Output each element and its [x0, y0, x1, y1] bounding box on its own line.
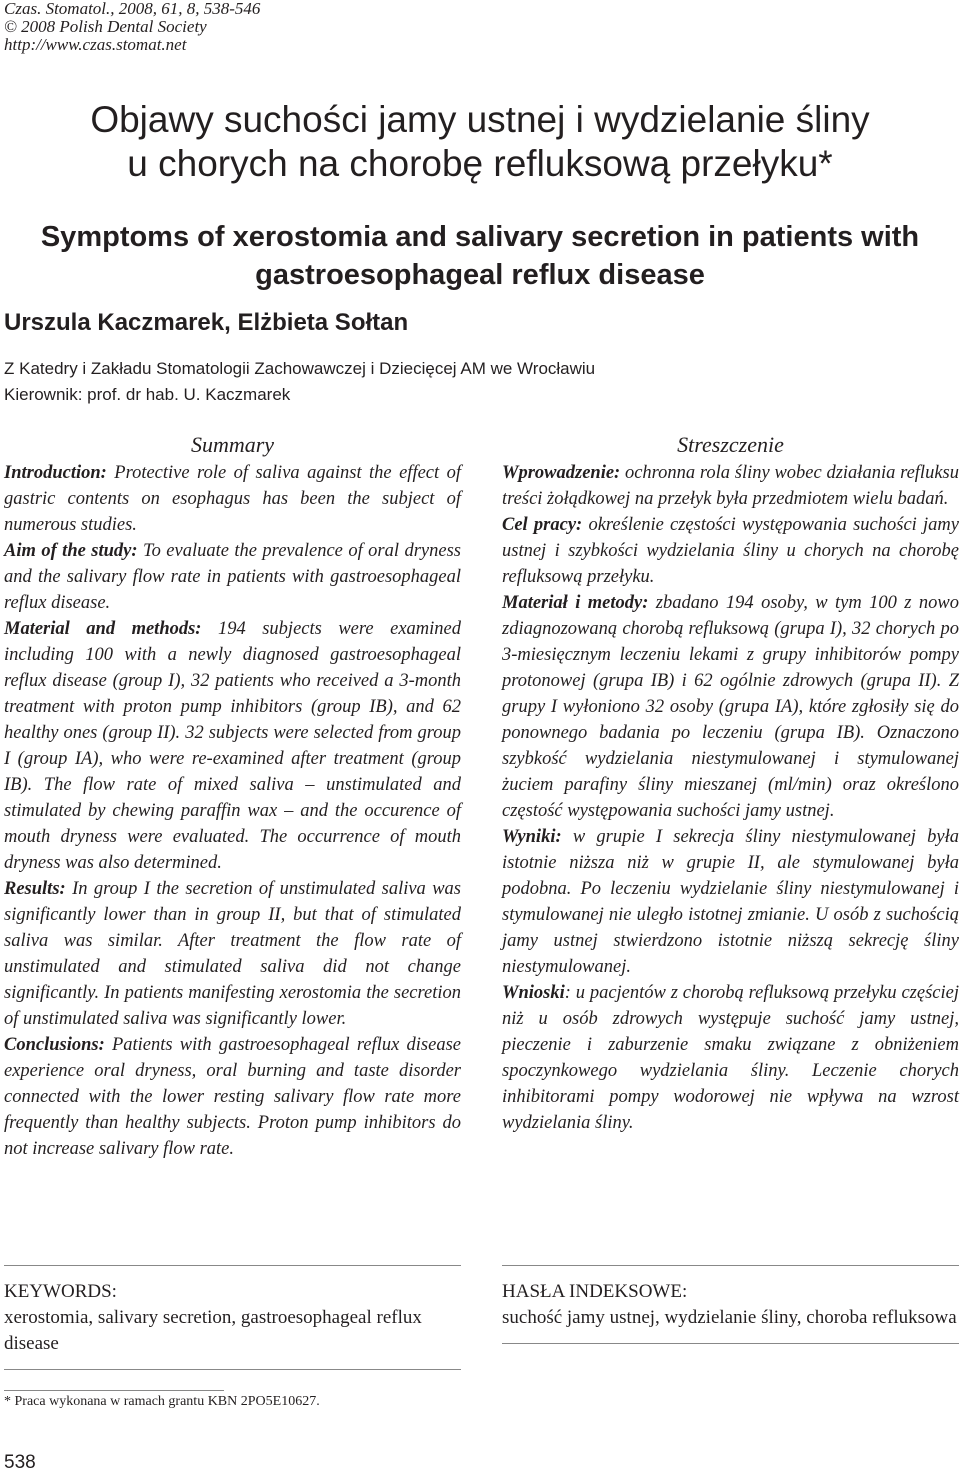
summary-introduction-text: Protective role of saliva against the effect of gastric contents on esophagus has been the subject of numerous studies.	[4, 463, 461, 535]
footnote-divider	[4, 1390, 224, 1391]
summary-aim-label: Aim of the study:	[4, 541, 138, 561]
streszczenie-conclusions-label: Wnioski	[502, 983, 565, 1003]
streszczenie-introduction-label: Wprowadzenie:	[502, 463, 621, 483]
summary-conclusions	[4, 1032, 461, 1162]
summary-aim	[4, 538, 461, 616]
keywords-text: xerostomia, salivary secretion, gastroesophageal reflux disease	[4, 1307, 422, 1354]
footnote: * Praca wykonana w ramach grantu KBN 2PO5E10627.	[4, 1394, 320, 1409]
streszczenie-conclusions	[502, 980, 959, 1136]
summary-introduction-label: Introduction:	[4, 463, 107, 483]
streszczenie-results	[502, 824, 959, 980]
summary-conclusions-label: Conclusions:	[4, 1035, 105, 1055]
citation: Czas. Stomatol., 2008, 61, 8, 538-546	[4, 0, 261, 18]
summary-conclusions-text: Patients with gastroesophageal reflux disease experience oral dryness, oral burning and taste disorder connected with the lower resting salivary flow rate more frequently than healthy subjects. Proton pump inhibitors do not increase salivary flow rate.	[4, 1035, 461, 1159]
summary-results-label: Results:	[4, 879, 66, 899]
summary-aim-text: To evaluate the prevalence of oral dryness and the salivary flow rate in patients with gastroesophageal reflux disease.	[4, 541, 461, 613]
streszczenie-results-text: w grupie I sekrecja śliny niestymulowanej była istotnie niższa niż w grupie II, ale stymulowanej była podobna. Po leczeniu wydzielanie śliny niestymulowanej i stymulowanej nie uległo istotnej zmianie. U osób z suchością jamy ustnej stwierdzono istotnie niższą sekrecję śliny niestymulowanej.	[502, 827, 959, 977]
streszczenie-column	[502, 432, 959, 1136]
summary-methods-text: 194 subjects were examined including 100 with a newly diagnosed gastroesophageal reflux disease (group I), 32 patients who received a 3-month treatment with proton pump inhibitors (group IB), and 62 healthy ones (group II). 32 subjects were selected from group I (group IA), who were re-examined after treatment (group IB). The flow rate of mixed saliva – unstimulated and stimulated by chewing paraffin wax – and the occurence of mouth dryness were evaluated. The occurrence of mouth dryness was also determined.	[4, 619, 461, 873]
title-english-line1: Symptoms of xerostomia and salivary secretion in patients with	[40, 221, 920, 253]
summary-introduction	[4, 460, 461, 538]
streszczenie-methods-text: zbadano 194 osoby, w tym 100 z nowo zdiagnozowaną chorobą refluksową (grupa I), 32 chorych po 3-miesięcznym leczeniu lekami z grupy inhibitorów pompy protonowej (grupa IB) i 62 ogólnie zdrowych (grupa II). Z grupy I wyłoniono 32 osoby (grupa IA), które zgłosiły się do ponownego badania po leczeniu (grupa IB). Oznaczono szybkość wydzielania niestymulowanej i stymulowanej żuciem parafiny śliny mieszanej (ml/min) oraz określono częstość występowania suchości jamy ustnej.	[502, 593, 959, 821]
journal-header	[4, 0, 260, 54]
streszczenie-heading: Streszczenie	[677, 432, 784, 457]
affiliation-line2: Kierownik: prof. dr hab. U. Kaczmarek	[4, 385, 291, 404]
title-polish	[0, 98, 960, 186]
summary-column	[4, 432, 461, 1162]
streszczenie-conclusions-text: : u pacjentów z chorobą refluksową przełyku częściej niż u osób zdrowych występuje suchość jamy ustnej, pieczenie i zaburzenie smaku związane z obniżeniem spoczynkowego wydzielania śliny. Leczenie chorych inhibitorami pompy wodorowej nie wpływa na wzrost wydzielania śliny.	[502, 983, 959, 1133]
affiliation-line1: Z Katedry i Zakładu Stomatologii Zachowawczej i Dziecięcej AM we Wrocławiu	[4, 359, 596, 378]
title-english	[0, 218, 960, 294]
affiliation	[4, 356, 595, 408]
summary-results-text: In group I the secretion of unstimulated saliva was significantly lower than in group II, but that of stimulated saliva was similar. After treatment the flow rate of unstimulated and stimulated saliva did not change significantly. In patients manifesting xerostomia the secretion of unstimulated saliva was significantly lower.	[4, 879, 461, 1029]
title-polish-line1: Objawy suchości jamy ustnej i wydzielanie śliny	[90, 99, 870, 140]
streszczenie-aim-label: Cel pracy:	[502, 515, 583, 535]
summary-methods	[4, 616, 461, 876]
streszczenie-introduction-text: ochronna rola śliny wobec działania refluksu treści żołądkowej na przełyk była przedmiotem wielu badań.	[502, 463, 959, 509]
summary-results	[4, 876, 461, 1032]
streszczenie-aim	[502, 512, 959, 590]
copyright: © 2008 Polish Dental Society	[4, 17, 207, 36]
authors: Urszula Kaczmarek, Elżbieta Sołtan	[4, 309, 409, 336]
streszczenie-methods	[502, 590, 959, 824]
title-english-line2: gastroesophageal reflux disease	[255, 259, 705, 291]
streszczenie-results-label: Wyniki:	[502, 827, 562, 847]
hasla-text: suchość jamy ustnej, wydzielanie śliny, choroba refluksowa	[502, 1307, 957, 1328]
page-number: 538	[4, 1452, 36, 1473]
streszczenie-methods-label: Materiał i metody:	[502, 593, 649, 613]
streszczenie-introduction	[502, 460, 959, 512]
journal-url: http://www.czas.stomat.net	[4, 35, 187, 54]
streszczenie-aim-text: określenie częstości występowania suchości jamy ustnej i szybkości wydzielania śliny u chorych na chorobę refluksową przełyku.	[502, 515, 959, 587]
summary-heading: Summary	[190, 432, 275, 457]
hasla-label: HASŁA INDEKSOWE:	[502, 1281, 688, 1302]
keywords-box	[4, 1265, 461, 1370]
summary-methods-label: Material and methods:	[4, 619, 202, 639]
keywords-label: KEYWORDS:	[4, 1281, 117, 1302]
hasla-box	[502, 1265, 959, 1344]
title-polish-line2: u chorych na chorobę refluksową przełyku*	[127, 143, 833, 184]
